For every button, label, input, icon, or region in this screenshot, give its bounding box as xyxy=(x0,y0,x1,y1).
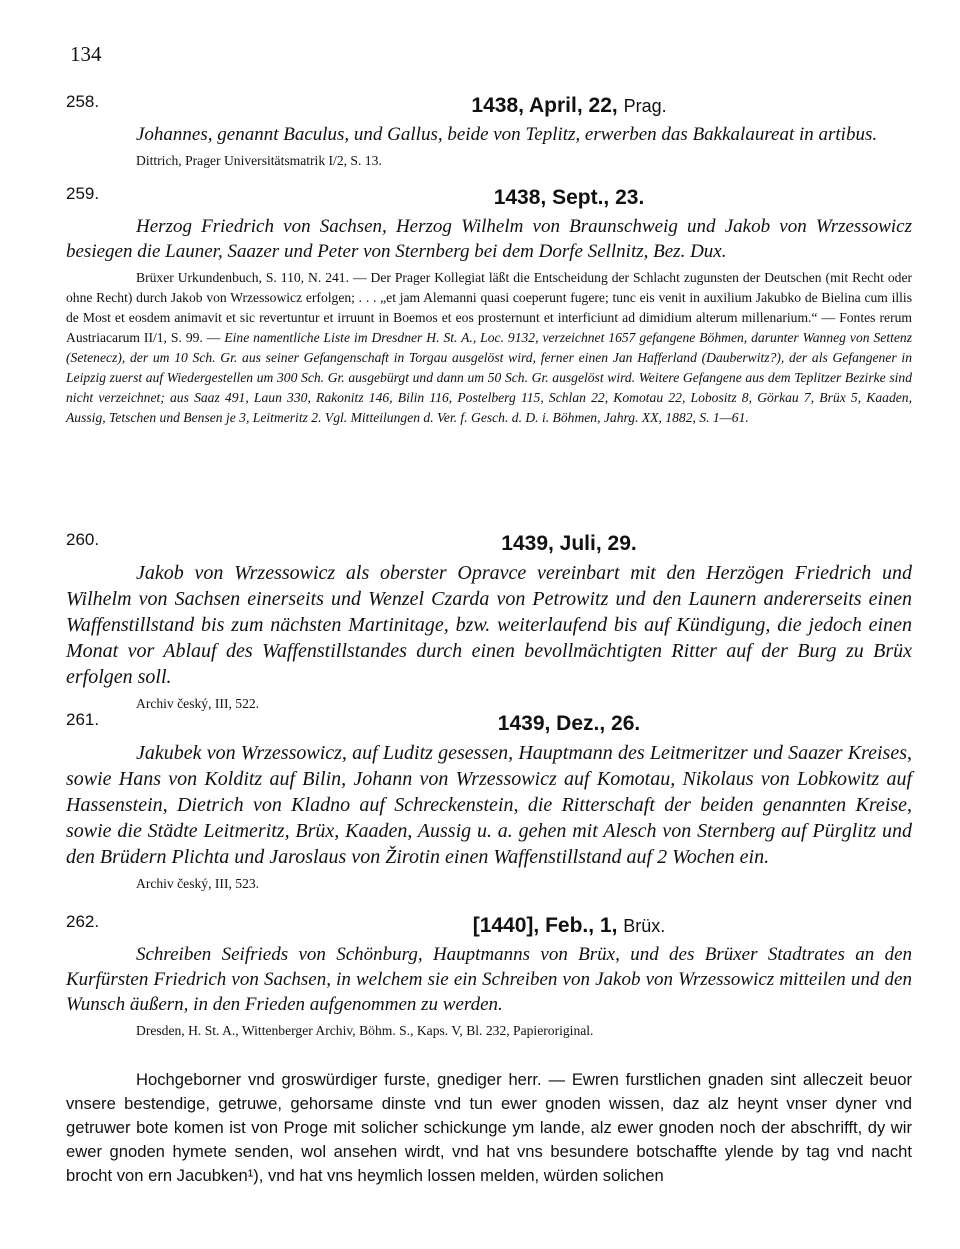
entry-262 xyxy=(66,912,912,1041)
entry-date: 1439, Juli, 29. xyxy=(501,532,637,555)
entry-number: 260. xyxy=(66,530,100,549)
entry-number: 258. xyxy=(66,92,100,111)
entry-source: Archiv český, III, 523. xyxy=(136,876,260,891)
entry-source xyxy=(66,268,912,428)
letter-text: Hochgeborner vnd groswürdiger furste, gnediger herr. — Ewren furstlichen gnaden sint alleczeit beuor vnsere bestendige, getruwe, gehorsame dinste vnd tun ewer gnoden wissen, daz alz heynt vnser dyner vnd getruwer bote komen ist von Proge mit solicher schickunge ym lande, alz ewer gnoden noch der abschrifft, dy wir ewer gnoden hymete senden, wol ansehen wirdt, vnd hat vns besundere botschaffte ylende by tag vnd nacht brocht von ern Jacubken¹), vnd hat vns heymlich lossen melden, würden solichen xyxy=(66,1070,912,1185)
entry-date: 1439, Dez., 26. xyxy=(497,712,641,735)
entry-source: Dresden, H. St. A., Wittenberger Archiv, Böhm. S., Kaps. V, Bl. 232, Papieroriginal. xyxy=(136,1023,594,1038)
entry-source: Dittrich, Prager Universitätsmatrik I/2, S. 13. xyxy=(136,153,382,168)
entry-260 xyxy=(66,530,912,714)
entry-date: 1438, Sept., 23. xyxy=(493,186,645,209)
source-italic: Eine namentliche Liste im Dresdner H. St. A., Loc. 9132, verzeichnet 1657 gefangene Böhmen, darunter Wanneg von Settenz (Setenecz), der um 10 Sch. Gr. aus seiner Gefangenschaft in Torgau ausgelöst wird, ferner einen Jan Hafferland (Dauberwitz?), der als Gefangener in Leipzig zuerst auf Wiedergestellen um 300 Sch. Gr. ausgebürgt und dann um 50 Sch. Gr. ausgelöst wird. Weitere Gefangene aus dem Teplitzer Bezirke sind nicht verzeichnet; aus Saaz 491, Laun 330, Rakonitz 146, Bilin 116, Postelberg 115, Schlan 22, Komotau 22, Lobositz 8, Görkau 7, Brüx 5, Kaaden, Aussig, Tetschen und Bensen je 3, Leitmeritz 2. Vgl. Mitteilungen d. Ver. f. Gesch. d. D. i. Böhmen, Jahrg. XX, 1882, S. 1—61. xyxy=(66,330,912,425)
entry-number: 262. xyxy=(66,912,100,931)
entry-258 xyxy=(66,92,912,171)
entry-place: Prag. xyxy=(623,96,667,116)
entry-date xyxy=(226,92,912,120)
page-number: 134 xyxy=(70,42,102,66)
entry-259 xyxy=(66,184,912,428)
entry-regest: Jakob von Wrzessowicz als oberster Opravce vereinbart mit den Herzögen Friedrich und Wilhelm von Sachsen einerseits und Wenzel Czarda von Petrowitz und den Launern andererseits einen Waffenstillstand bis zum nächsten Martinitage, bzw. weiterlaufend bis auf Kündigung, die jedoch einen Monat vor Ablauf des Waffenstillstandes durch einen bevollmächtigten Ritter auf der Burg zu Brüx erfolgen soll. xyxy=(66,562,912,688)
entry-regest: Jakubek von Wrzessowicz, auf Luditz gesessen, Hauptmann des Leitmeritzer und Saazer Kreises, sowie Hans von Kolditz auf Bilin, Johann von Wrzessowicz auf Komotau, Nikolaus von Lobkowitz auf Hassenstein, Dietrich von Kladno auf Schreckenstein, die Ritterschaft der beiden genannten Kreise, sowie die Städte Leitmeritz, Brüx, Kaaden, Aussig u. a. gehen mit Alesch von Sternberg auf Pürglitz und den Brüdern Plichta und Jaroslaus von Žirotin einen Waffenstillstand auf 2 Wochen ein. xyxy=(66,742,912,868)
entry-number: 261. xyxy=(66,710,100,729)
entry-regest: Johannes, genannt Baculus, und Gallus, beide von Teplitz, erwerben das Bakkalaureat in artibus. xyxy=(136,124,878,145)
entry-date xyxy=(226,912,912,940)
entry-261 xyxy=(66,710,912,894)
entry-regest: Schreiben Seifrieds von Schönburg, Hauptmanns von Brüx, und des Brüxer Stadtrates an den Kurfürsten Friedrich von Sachsen, in welchem sie ein Schreiben von Jakob von Wrzessowicz mitteilen und den Wunsch äußern, in den Frieden aufgenommen zu werden. xyxy=(66,944,912,1015)
entry-date-text: 1438, April, 22, xyxy=(471,94,618,117)
entry-place: Brüx. xyxy=(623,916,666,936)
entry-date-text: [1440], Feb., 1, xyxy=(472,914,618,937)
source-roman: Brüxer Urkundenbuch, S. 110, N. 241. — Der Prager Kollegiat läßt die Entscheidung der Schlacht zugunsten der Deutschen (mit Recht oder ohne Recht) durch Jakob von Wrzessowicz erfolgen; . . . „et jam Alemanni quasi coeperunt fugere; tunc eis venit in auxilium Jakubko de Bielina cum illis de Most et eosdem animavit et sic revertuntur et irruunt in Boemos et eos prosternunt et interficiunt ad dimidium alterum millenarium.“ — Fontes rerum Austriacarum II/1, S. 99. — xyxy=(66,270,912,345)
entry-regest: Herzog Friedrich von Sachsen, Herzog Wilhelm von Braunschweig und Jakob von Wrzessowicz besiegen die Launer, Saazer und Peter von Sternberg bei dem Dorfe Sellnitz, Bez. Dux. xyxy=(66,216,912,262)
entry-number: 259. xyxy=(66,184,100,203)
entry-source: Archiv český, III, 522. xyxy=(136,696,260,711)
